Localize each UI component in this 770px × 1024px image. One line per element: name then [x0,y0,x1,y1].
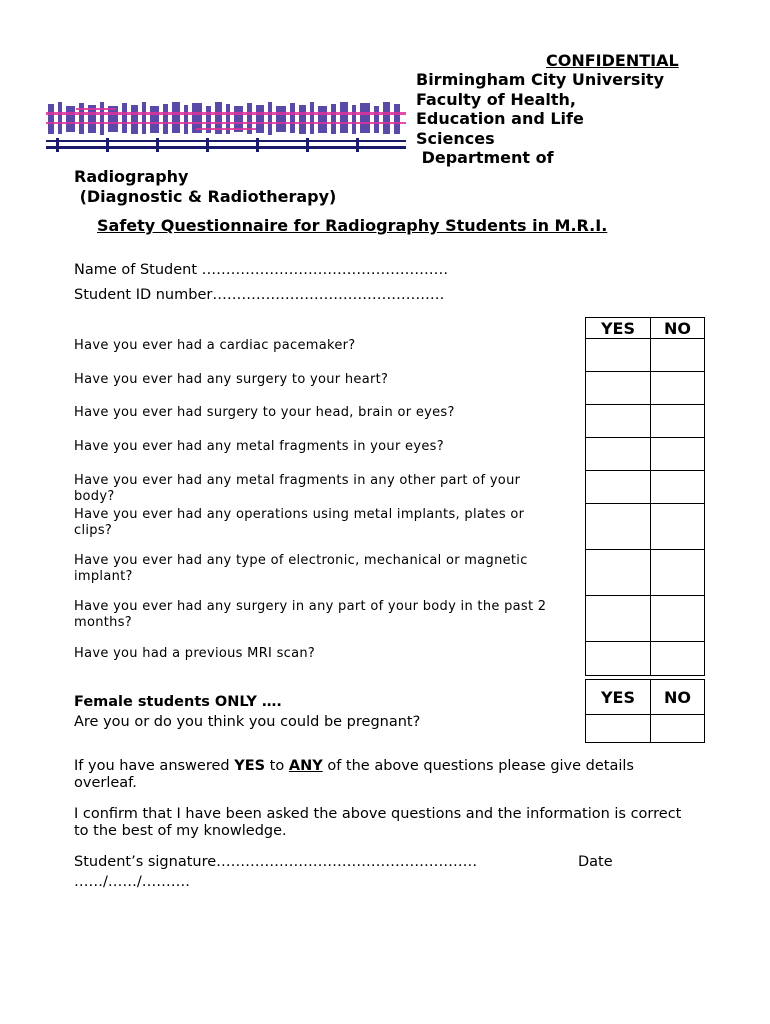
date-label: Date [578,854,613,870]
confidential-label: CONFIDENTIAL [546,51,679,70]
answer-table [585,317,705,676]
question-metal-body: Have you ever had any metal fragments in any other part of your body? [74,473,521,504]
no-checkbox[interactable] [651,471,705,504]
female-answer-table [585,679,705,743]
no-checkbox[interactable] [651,405,705,438]
department-name [74,167,336,206]
confirmation-statement: I confirm that I have been asked the above questions and the information is correct to the best of my knowledge. [74,806,682,839]
yes-checkbox[interactable] [586,715,651,743]
question-metal-eyes: Have you ever had any metal fragments in your eyes? [74,439,444,454]
question-head-surgery: Have you ever had surgery to your head, brain or eyes? [74,405,455,420]
no-checkbox[interactable] [651,504,705,550]
document-title: Safety Questionnaire for Radiography Students in M.R.I. [97,216,608,235]
yes-checkbox[interactable] [586,550,651,596]
no-header: NO [651,680,705,715]
department-line: Radiography [74,167,189,186]
yes-checkbox[interactable] [586,405,651,438]
university-logo [46,100,406,158]
no-checkbox[interactable] [651,642,705,676]
female-section-heading: Female students ONLY …. [74,694,282,710]
yes-checkbox[interactable] [586,596,651,642]
yes-checkbox[interactable] [586,642,651,676]
no-checkbox[interactable] [651,550,705,596]
no-checkbox[interactable] [651,339,705,372]
no-header: NO [651,318,705,339]
signature-field[interactable]: Student’s signature……………………………………………… [74,854,478,870]
instruction-text: to [265,758,289,774]
header-line: Faculty of Health, [416,89,576,109]
header-line: Birmingham City University [416,70,664,89]
student-id-field[interactable]: Student ID number………………………………………… [74,287,445,303]
question-metal-implants: Have you ever had any operations using metal implants, plates or clips? [74,507,525,538]
question-pregnant: Are you or do you think you could be pregnant? [74,714,421,730]
no-checkbox[interactable] [651,372,705,405]
institution-header [416,70,716,168]
yes-checkbox[interactable] [586,372,651,405]
instruction-text: If you have answered [74,758,235,774]
yes-checkbox[interactable] [586,339,651,372]
yes-checkbox[interactable] [586,504,651,550]
no-checkbox[interactable] [651,438,705,471]
question-heart-surgery: Have you ever had any surgery to your heart? [74,372,389,387]
student-name-field[interactable]: Name of Student …………………………………………… [74,262,449,278]
question-pacemaker: Have you ever had a cardiac pacemaker? [74,338,356,353]
no-checkbox[interactable] [651,715,705,743]
no-checkbox[interactable] [651,596,705,642]
instruction-text: of the above questions please give details overleaf. [74,758,634,791]
department-line: (Diagnostic & Radiotherapy) [74,186,337,206]
header-line: Sciences [416,128,495,148]
any-emphasis: ANY [288,758,323,774]
header-line: Education and Life [416,109,584,128]
date-field[interactable]: ……/……/………. [74,874,190,890]
question-previous-mri: Have you had a previous MRI scan? [74,646,316,661]
header-line: Department of [416,148,554,167]
yes-header: YES [586,680,651,715]
question-electronic-implant: Have you ever had any type of electronic, mechanical or magnetic implant? [74,553,528,584]
details-instruction [74,758,694,791]
yes-checkbox[interactable] [586,471,651,504]
yes-emphasis: YES [234,758,266,774]
yes-header: YES [586,318,651,339]
yes-checkbox[interactable] [586,438,651,471]
question-recent-surgery: Have you ever had any surgery in any part of your body in the past 2 months? [74,599,547,630]
